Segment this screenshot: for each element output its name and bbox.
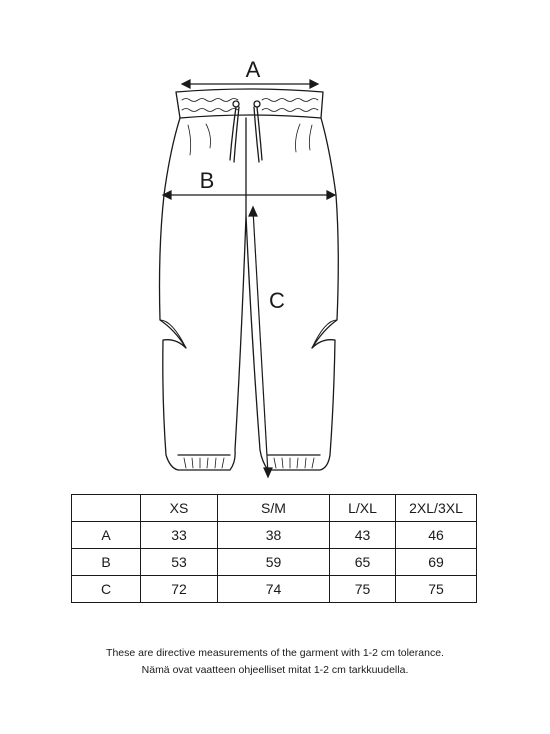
table-row bbox=[72, 576, 477, 603]
table-cell: 75 bbox=[396, 576, 477, 603]
cuff-shirring bbox=[184, 458, 314, 468]
table-cell: C bbox=[72, 576, 141, 603]
table-cell: 59 bbox=[218, 549, 330, 576]
table-cell: 46 bbox=[396, 522, 477, 549]
size-table bbox=[71, 494, 477, 603]
notes bbox=[0, 645, 550, 679]
table-cell: 75 bbox=[330, 576, 396, 603]
label-b: B bbox=[199, 168, 215, 193]
pants-outline bbox=[160, 118, 339, 470]
table-cell: B bbox=[72, 549, 141, 576]
waistband bbox=[176, 89, 323, 118]
waist-gathers bbox=[188, 124, 312, 155]
table-cell: 74 bbox=[218, 576, 330, 603]
label-a: A bbox=[245, 57, 261, 82]
table-cell: A bbox=[72, 522, 141, 549]
table-header-cell: L/XL bbox=[330, 495, 396, 522]
table-cell: 53 bbox=[141, 549, 218, 576]
dimension-b bbox=[163, 191, 335, 199]
table-row bbox=[72, 549, 477, 576]
table-cell: 38 bbox=[218, 522, 330, 549]
table-header-cell: 2XL/3XL bbox=[396, 495, 477, 522]
table-cell: 33 bbox=[141, 522, 218, 549]
table-header-cell: XS bbox=[141, 495, 218, 522]
table-cell: 43 bbox=[330, 522, 396, 549]
waistband-shirring bbox=[182, 99, 318, 112]
table-cell: 69 bbox=[396, 549, 477, 576]
table-cell: 72 bbox=[141, 576, 218, 603]
table-header-cell: S/M bbox=[218, 495, 330, 522]
note-english: These are directive measurements of the garment with 1-2 cm tolerance. bbox=[106, 647, 444, 659]
table-cell: 65 bbox=[330, 549, 396, 576]
note-finnish: Nämä ovat vaatteen ohjeelliset mitat 1-2 cm tarkkuudella. bbox=[141, 664, 409, 676]
table-header-row bbox=[72, 495, 477, 522]
label-c: C bbox=[269, 288, 285, 313]
knee-seams bbox=[160, 320, 337, 348]
table-header-cell bbox=[72, 495, 141, 522]
table-row bbox=[72, 522, 477, 549]
